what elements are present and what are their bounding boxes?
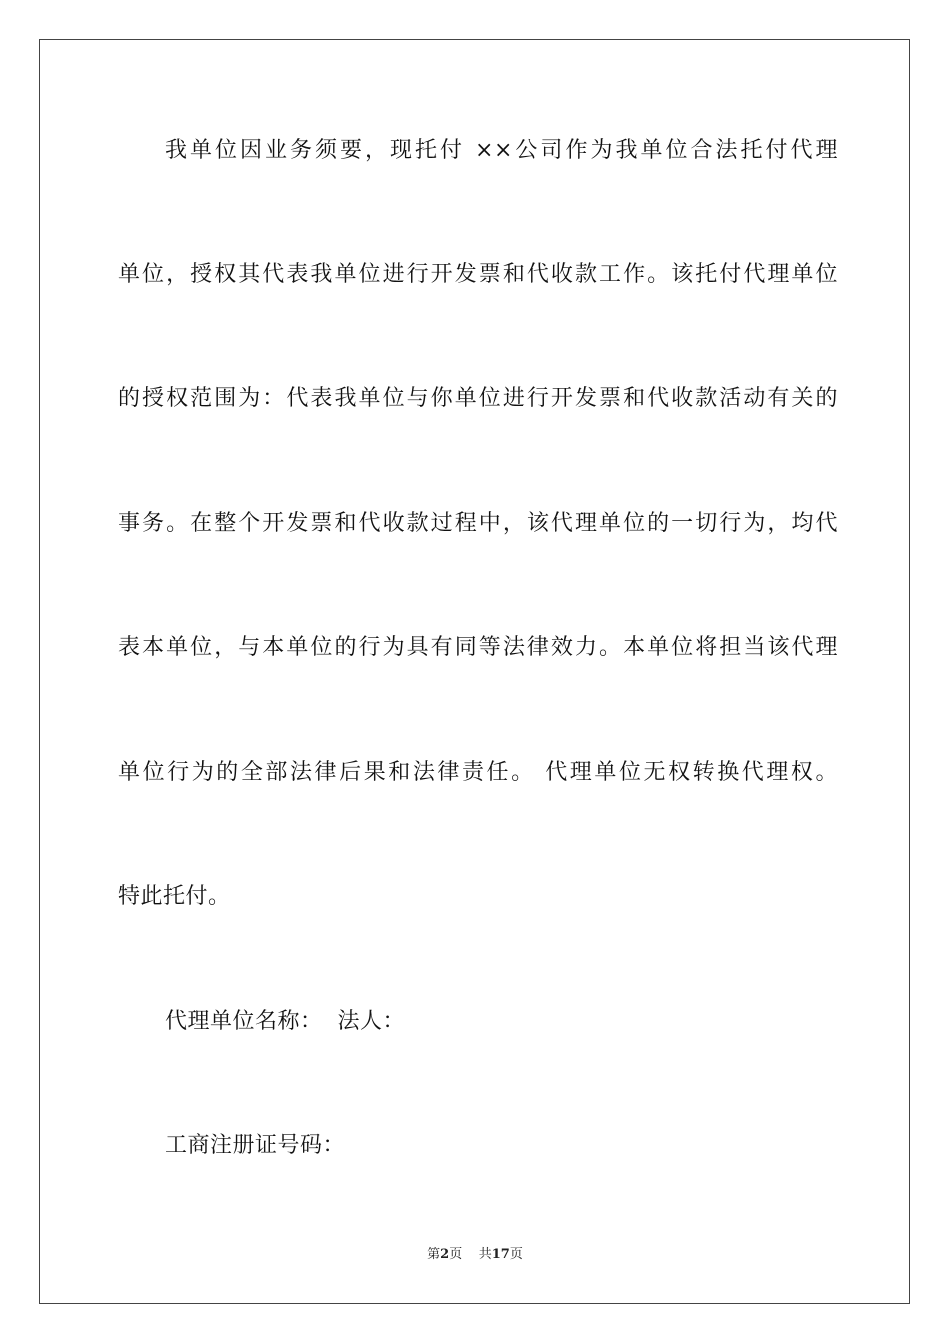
paragraph-line-6: 单位行为的全部法律后果和法律责任。 代理单位无权转换代理权。 bbox=[118, 760, 838, 785]
page-number: 2 bbox=[440, 1247, 450, 1262]
page-frame bbox=[39, 39, 910, 1304]
total-pages: 17 bbox=[491, 1247, 510, 1262]
registration-number-line: 工商注册证号码： bbox=[165, 1133, 346, 1158]
agent-name-line: 代理单位名称： 法人： bbox=[165, 1009, 405, 1034]
paragraph-line-3: 的授权范围为：代表我单位与你单位进行开发票和代收款活动有关的 bbox=[118, 386, 838, 411]
paragraph-line-2: 单位，授权其代表我单位进行开发票和代收款工作。该托付代理单位 bbox=[118, 262, 838, 287]
paragraph-line-1: 我单位因业务须要，现托付 ××公司作为我单位合法托付代理 bbox=[165, 138, 838, 163]
paragraph-line-5: 表本单位，与本单位的行为具有同等法律效力。本单位将担当该代理 bbox=[118, 635, 838, 660]
paragraph-line-7: 特此托付。 bbox=[118, 884, 231, 909]
page-prefix: 第 bbox=[427, 1247, 441, 1262]
page-suffix: 页 bbox=[449, 1247, 463, 1262]
paragraph-line-4: 事务。在整个开发票和代收款过程中，该代理单位的一切行为，均代 bbox=[118, 511, 838, 536]
total-prefix: 共 bbox=[478, 1247, 492, 1262]
total-suffix: 页 bbox=[509, 1247, 523, 1262]
page-footer bbox=[0, 1245, 950, 1265]
